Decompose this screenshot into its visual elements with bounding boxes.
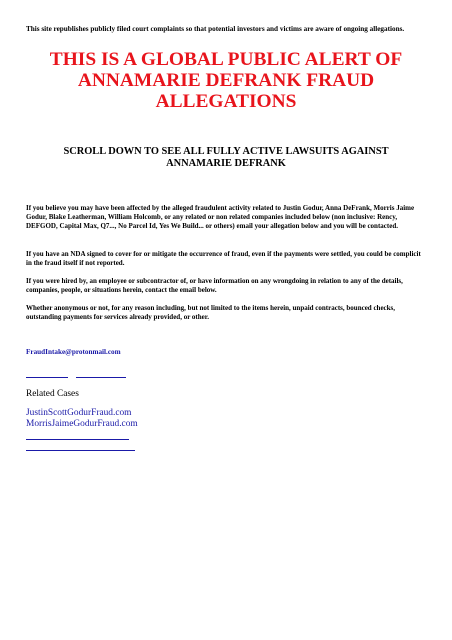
empty-link-1[interactable] xyxy=(26,370,68,378)
empty-link-3[interactable] xyxy=(26,437,129,440)
related-case-link-morris[interactable]: MorrisJaimeGodurFraud.com xyxy=(26,419,138,429)
empty-link-4[interactable] xyxy=(26,448,135,451)
related-cases-heading: Related Cases xyxy=(26,389,79,399)
empty-link-2[interactable] xyxy=(76,370,126,378)
paragraph-hired: If you were hired by, an employee or subcontractor of, or have information on any wrongdoing in relation to any of the details, companies, people, or situations herein, contact the email below. xyxy=(26,277,403,295)
paragraph-anonymous: Whether anonymous or not, for any reason including, but not limited to the items herein, unpaid contracts, bounced checks, outstanding payments for services already provided, or other. xyxy=(26,304,396,322)
paragraph-affected: If you believe you may have been affected by the alleged fraudulent activity related to Justin Godur, Anna DeFrank, Morris Jaime Godur, Blake Leatherman, William Holcomb, or any related or non related companies included below (non inclusive: Rency, DEFGOD, Capital Max, Q7..., No Parcel Id, Yes We Build... or others) email your allegation below and you will be contacted. xyxy=(26,204,415,231)
related-case-link-justin[interactable]: JustinScottGodurFraud.com xyxy=(26,408,132,418)
scroll-subheadline: SCROLL DOWN TO SEE ALL FULLY ACTIVE LAWSUITS AGAINST ANNAMARIE DEFRANK xyxy=(63,146,389,169)
alert-headline: THIS IS A GLOBAL PUBLIC ALERT OF ANNAMARIE DEFRANK FRAUD ALLEGATIONS xyxy=(49,49,403,112)
contact-email-link[interactable]: FraudIntake@protonmail.com xyxy=(26,348,121,356)
intro-notice: This site republishes publicly filed court complaints so that potential investors and victims are aware of ongoing allegations. xyxy=(26,25,405,33)
paragraph-nda: If you have an NDA signed to cover for or mitigate the occurrence of fraud, even if the payments were settled, you could be complicit in the fraud itself if not reported. xyxy=(26,250,421,268)
